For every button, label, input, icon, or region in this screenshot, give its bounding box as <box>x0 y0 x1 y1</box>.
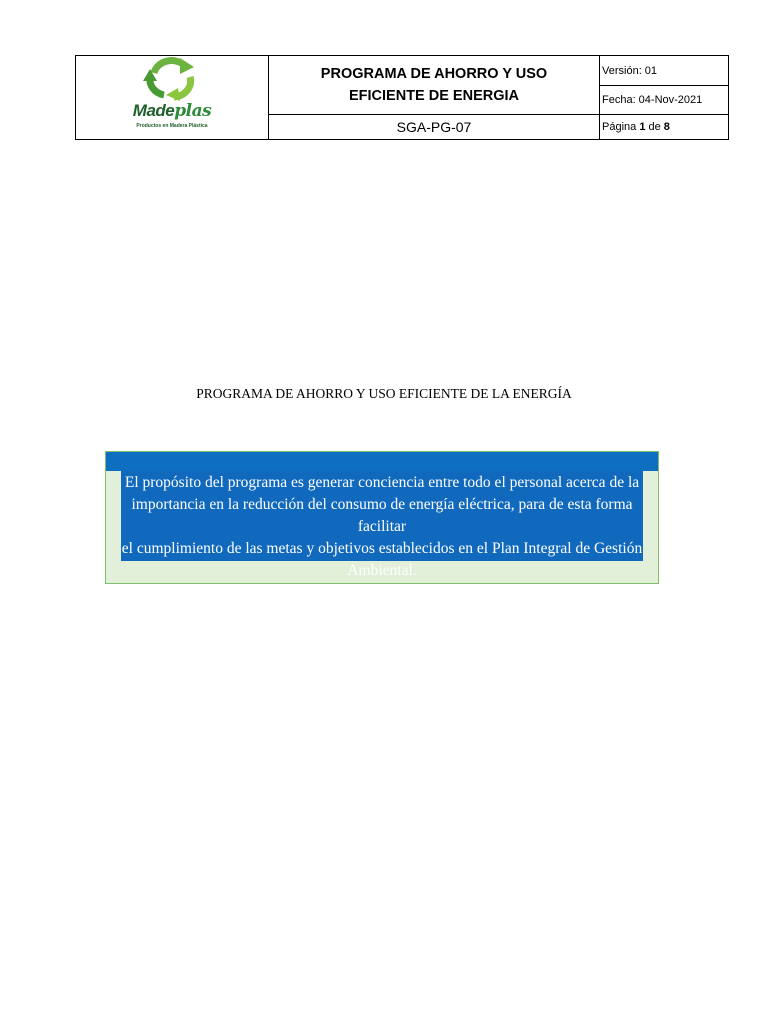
date-cell: Fecha: 04-Nov-2021 <box>600 86 729 115</box>
purpose-top-band <box>106 452 658 471</box>
purpose-box <box>105 451 659 584</box>
document-title-line1: PROGRAMA DE AHORRO Y USO <box>320 66 548 82</box>
title-cell <box>269 56 600 115</box>
logo-wordmark <box>117 101 227 121</box>
page-total: 8 <box>663 121 670 133</box>
page-current: 1 <box>639 121 646 133</box>
program-heading: PROGRAMA DE AHORRO Y USO EFICIENTE DE LA ENERGÍA <box>196 386 572 401</box>
purpose-line: importancia en la reducción del consumo de energía eléctrica, para de esta forma facilitar <box>131 496 633 535</box>
recycle-arrows-icon <box>140 57 204 103</box>
page-prefix: Página <box>602 121 640 133</box>
page-number-cell <box>600 115 729 140</box>
document-header <box>75 55 729 140</box>
madeplas-logo <box>117 57 227 133</box>
purpose-line: el cumplimiento de las metas y objetivos establecidos en el Plan Integral de Gestión <box>121 540 643 557</box>
purpose-line: El propósito del programa es generar conciencia entre todo el personal acerca de la <box>124 474 640 491</box>
logo-cell <box>76 56 269 140</box>
purpose-text-panel <box>121 471 643 579</box>
purpose-line: Ambiental. <box>347 562 417 579</box>
version-cell: Versión: 01 <box>600 56 729 86</box>
document-code: SGA-PG-07 <box>269 115 600 140</box>
logo-wordmark-made: Made <box>132 101 175 120</box>
document-title-line2: EFICIENTE DE ENERGIA <box>349 88 519 104</box>
page-separator: de <box>645 121 664 133</box>
logo-tagline: Productos en Madera Plástica <box>136 123 208 129</box>
logo-wordmark-plas: plas <box>174 101 212 121</box>
